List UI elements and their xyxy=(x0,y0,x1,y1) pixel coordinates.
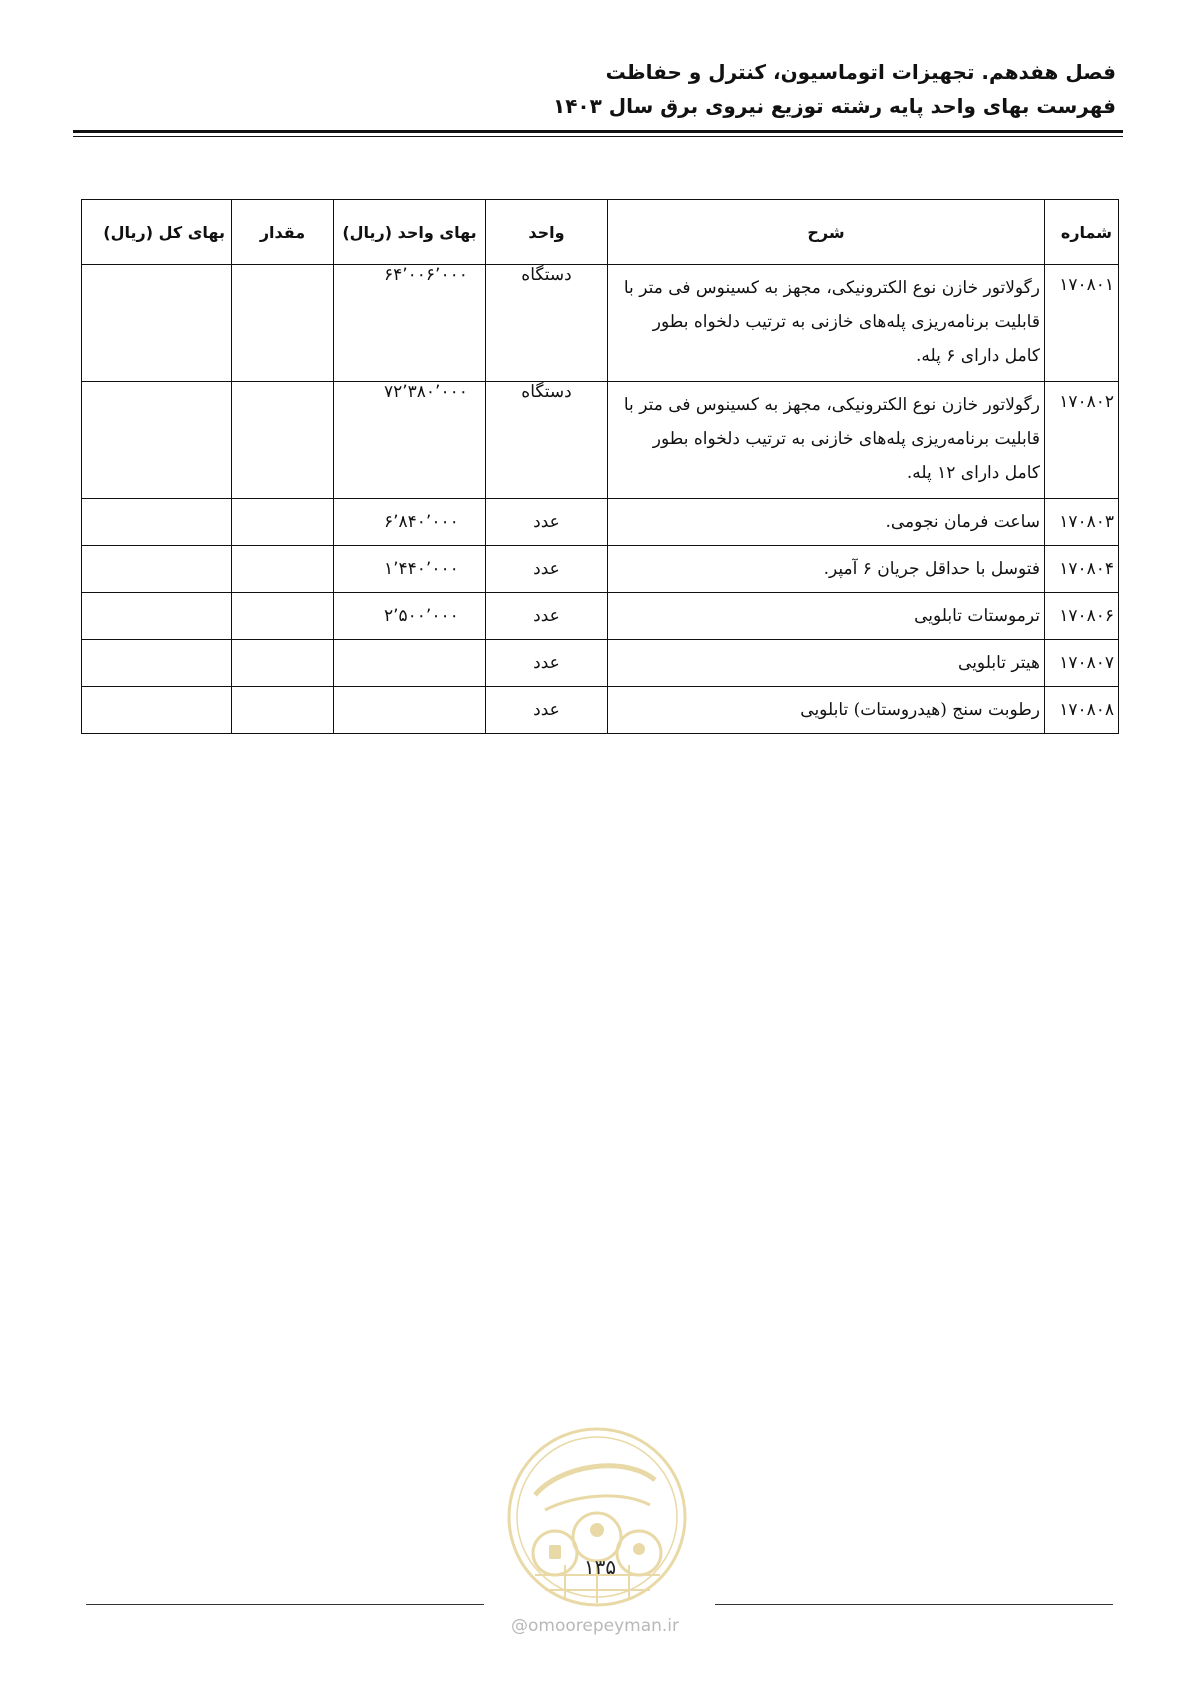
price-list-table xyxy=(81,199,1119,734)
table-row xyxy=(82,382,1119,499)
row-number: ۱۷۰۸۰۲ xyxy=(1045,382,1119,499)
row-total-price xyxy=(82,593,232,640)
row-number: ۱۷۰۸۰۸ xyxy=(1045,687,1119,734)
row-unit-price: ۶۴٬۰۰۶٬۰۰۰ xyxy=(334,265,486,382)
row-unit-price: ۱٬۴۴۰٬۰۰۰ xyxy=(334,546,486,593)
row-description: ترموستات تابلویی xyxy=(608,593,1045,640)
table-row xyxy=(82,640,1119,687)
table-row xyxy=(82,593,1119,640)
table-row xyxy=(82,499,1119,546)
row-unit-price xyxy=(334,687,486,734)
row-unit: دستگاه xyxy=(486,382,608,499)
footer-rule-right xyxy=(715,1604,1113,1605)
header-rule-thick xyxy=(73,130,1123,133)
row-total-price xyxy=(82,382,232,499)
row-description: رگولاتور خازن نوع الکترونیکی، مجهز به کسینوس فی متر با قابلیت برنامه‌ریزی پله‌های خازنی به ترتیب دلخواه بطور کامل دارای ۱۲ پله. xyxy=(608,382,1045,499)
column-header-unit: واحد xyxy=(486,200,608,265)
table-row xyxy=(82,265,1119,382)
row-number: ۱۷۰۸۰۳ xyxy=(1045,499,1119,546)
row-quantity xyxy=(232,499,334,546)
page-number: ۱۳۵ xyxy=(583,1555,617,1579)
column-header-unit-price: بهای واحد (ریال) xyxy=(334,200,486,265)
page-header xyxy=(66,55,1116,123)
column-header-total-price: بهای کل (ریال) xyxy=(82,200,232,265)
table-row xyxy=(82,687,1119,734)
row-number: ۱۷۰۸۰۴ xyxy=(1045,546,1119,593)
row-quantity xyxy=(232,546,334,593)
row-description: رطوبت سنج (هیدروستات) تابلویی xyxy=(608,687,1045,734)
row-total-price xyxy=(82,546,232,593)
row-unit: عدد xyxy=(486,687,608,734)
row-unit-price xyxy=(334,640,486,687)
table-header-row xyxy=(82,200,1119,265)
row-quantity xyxy=(232,382,334,499)
seal-watermark xyxy=(505,1425,690,1610)
row-quantity xyxy=(232,640,334,687)
row-unit: عدد xyxy=(486,593,608,640)
document-subtitle: فهرست بهای واحد پایه رشته توزیع نیروی برق سال ۱۴۰۳ xyxy=(553,94,1116,118)
chapter-title: فصل هفدهم. تجهیزات اتوماسیون، کنترل و حفاظت xyxy=(605,60,1116,84)
column-header-number: شماره xyxy=(1045,200,1119,265)
row-total-price xyxy=(82,687,232,734)
row-description: هیتر تابلویی xyxy=(608,640,1045,687)
row-total-price xyxy=(82,499,232,546)
watermark-url: @omoorepeyman.ir xyxy=(510,1616,680,1636)
row-quantity xyxy=(232,593,334,640)
row-description: فتوسل با حداقل جریان ۶ آمپر. xyxy=(608,546,1045,593)
row-unit: دستگاه xyxy=(486,265,608,382)
row-description: ساعت فرمان نجومی. xyxy=(608,499,1045,546)
column-header-description: شرح xyxy=(608,200,1045,265)
table-row xyxy=(82,546,1119,593)
footer-rule-left xyxy=(86,1604,484,1605)
row-number: ۱۷۰۸۰۷ xyxy=(1045,640,1119,687)
row-total-price xyxy=(82,265,232,382)
row-unit-price: ۷۲٬۳۸۰٬۰۰۰ xyxy=(334,382,486,499)
row-quantity xyxy=(232,265,334,382)
row-total-price xyxy=(82,640,232,687)
row-unit-price: ۶٬۸۴۰٬۰۰۰ xyxy=(334,499,486,546)
row-description: رگولاتور خازن نوع الکترونیکی، مجهز به کسینوس فی متر با قابلیت برنامه‌ریزی پله‌های خازنی به ترتیب دلخواه بطور کامل دارای ۶ پله. xyxy=(608,265,1045,382)
row-unit: عدد xyxy=(486,499,608,546)
column-header-quantity: مقدار xyxy=(232,200,334,265)
row-unit: عدد xyxy=(486,640,608,687)
row-unit-price: ۲٬۵۰۰٬۰۰۰ xyxy=(334,593,486,640)
header-rule-thin xyxy=(73,136,1123,137)
row-quantity xyxy=(232,687,334,734)
row-unit: عدد xyxy=(486,546,608,593)
row-number: ۱۷۰۸۰۱ xyxy=(1045,265,1119,382)
row-number: ۱۷۰۸۰۶ xyxy=(1045,593,1119,640)
